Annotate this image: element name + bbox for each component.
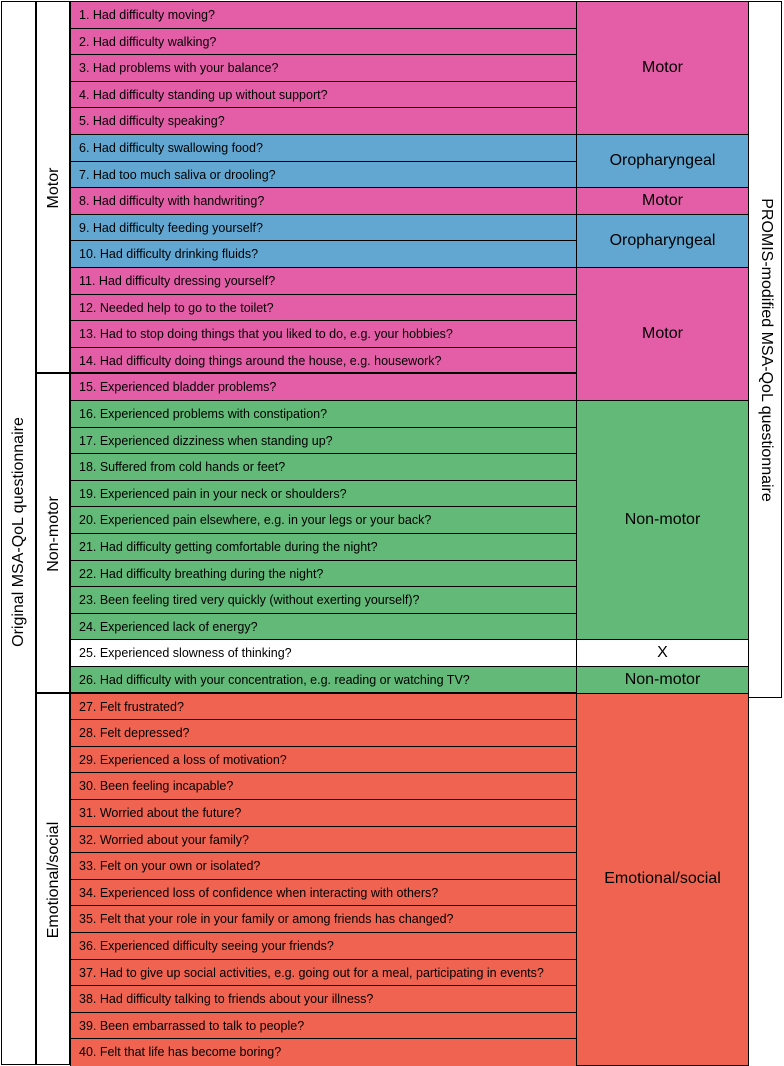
promis-group-label: Oropharyngeal — [609, 152, 716, 170]
question-text: 11. Had difficulty dressing yourself? — [79, 274, 276, 289]
question-row — [70, 985, 577, 1013]
original-questionnaire-bar — [1, 1, 36, 1065]
question-row — [70, 586, 577, 614]
promis-group — [576, 400, 749, 640]
original-domain-label: Motor — [45, 167, 62, 209]
question-row — [70, 453, 577, 481]
question-row — [70, 1038, 577, 1066]
question-row — [70, 560, 577, 588]
promis-group-label: Emotional/social — [604, 870, 721, 888]
question-row — [70, 719, 577, 747]
question-row — [70, 240, 577, 268]
promis-group — [576, 267, 749, 401]
question-text: 12. Needed help to go to the toilet? — [79, 300, 274, 315]
question-text: 29. Experienced a loss of motivation? — [79, 752, 287, 767]
promis-group-label: X — [657, 644, 668, 662]
question-text: 7. Had too much saliva or drooling? — [79, 167, 276, 182]
question-row — [70, 959, 577, 987]
question-text: 23. Been feeling tired very quickly (without exerting yourself)? — [79, 593, 420, 608]
question-text: 3. Had problems with your balance? — [79, 61, 279, 76]
question-row — [70, 320, 577, 348]
question-row — [70, 28, 577, 56]
question-text: 31. Worried about the future? — [79, 806, 242, 821]
promis-group — [576, 666, 749, 694]
question-row — [70, 879, 577, 907]
question-row — [70, 693, 577, 721]
original-questionnaire-label: Original MSA-QoL questionnaire — [10, 417, 27, 647]
question-row — [70, 480, 577, 508]
promis-group-label: Non-motor — [624, 511, 701, 529]
promis-questionnaire-bar — [748, 1, 782, 698]
question-row — [70, 533, 577, 561]
question-text: 25. Experienced slowness of thinking? — [79, 646, 292, 661]
question-row — [70, 294, 577, 322]
question-text: 15. Experienced bladder problems? — [79, 380, 277, 395]
question-row — [70, 161, 577, 189]
question-row — [70, 81, 577, 109]
question-text: 10. Had difficulty drinking fluids? — [79, 247, 259, 262]
question-text: 30. Been feeling incapable? — [79, 779, 234, 794]
question-text: 8. Had difficulty with handwriting? — [79, 194, 265, 209]
question-row — [70, 107, 577, 135]
question-text: 34. Experienced loss of confidence when interacting with others? — [79, 885, 439, 900]
question-row — [70, 772, 577, 800]
question-row — [70, 905, 577, 933]
question-text: 26. Had difficulty with your concentration, e.g. reading or watching TV? — [79, 673, 470, 688]
question-row — [70, 134, 577, 162]
question-row — [70, 826, 577, 854]
question-text: 16. Experienced problems with constipation? — [79, 407, 328, 422]
promis-group-label: Oropharyngeal — [609, 231, 716, 249]
question-text: 21. Had difficulty getting comfortable during the night? — [79, 540, 378, 555]
question-row — [70, 639, 577, 667]
promis-group-label: Non-motor — [624, 670, 701, 688]
question-text: 33. Felt on your own or isolated? — [79, 859, 261, 874]
question-list — [70, 0, 577, 1066]
question-text: 24. Experienced lack of energy? — [79, 619, 258, 634]
promis-group — [576, 134, 749, 188]
question-row — [70, 852, 577, 880]
question-row — [70, 1012, 577, 1040]
question-text: 27. Felt frustrated? — [79, 699, 184, 714]
question-text: 1. Had difficulty moving? — [79, 8, 215, 23]
promis-group — [576, 639, 749, 667]
question-text: 39. Been embarrassed to talk to people? — [79, 1018, 305, 1033]
question-text: 9. Had difficulty feeding yourself? — [79, 220, 263, 235]
question-text: 36. Experienced difficulty seeing your friends? — [79, 939, 334, 954]
question-text: 5. Had difficulty speaking? — [79, 114, 225, 129]
question-row — [70, 54, 577, 82]
question-row — [70, 373, 577, 401]
question-row — [70, 267, 577, 295]
original-domain-label: Emotional/social — [45, 821, 62, 939]
promis-group — [576, 187, 749, 215]
promis-group — [576, 214, 749, 268]
question-text: 37. Had to give up social activities, e.g. going out for a meal, participating in events? — [79, 965, 544, 980]
question-row — [70, 932, 577, 960]
question-text: 38. Had difficulty talking to friends about your illness? — [79, 992, 374, 1007]
question-text: 19. Experienced pain in your neck or shoulders? — [79, 486, 347, 501]
original-domain-label: Non-motor — [45, 496, 62, 572]
question-row — [70, 799, 577, 827]
question-text: 18. Suffered from cold hands or feet? — [79, 460, 286, 475]
domain-divider — [36, 692, 577, 694]
promis-group — [576, 693, 749, 1066]
question-row — [70, 187, 577, 215]
question-row — [70, 613, 577, 641]
question-text: 20. Experienced pain elsewhere, e.g. in your legs or your back? — [79, 513, 432, 528]
question-text: 13. Had to stop doing things that you liked to do, e.g. your hobbies? — [79, 327, 453, 342]
question-row — [70, 746, 577, 774]
question-text: 14. Had difficulty doing things around the house, e.g. housework? — [79, 353, 442, 368]
question-text: 2. Had difficulty walking? — [79, 34, 217, 49]
question-text: 4. Had difficulty standing up without support? — [79, 87, 328, 102]
question-row — [70, 400, 577, 428]
question-row — [70, 214, 577, 242]
promis-domain-column — [576, 0, 749, 1066]
domain-divider — [36, 372, 577, 374]
question-row — [70, 427, 577, 455]
question-row — [70, 666, 577, 694]
question-text: 28. Felt depressed? — [79, 726, 190, 741]
question-row — [70, 506, 577, 534]
question-text: 22. Had difficulty breathing during the night? — [79, 566, 324, 581]
question-text: 40. Felt that life has become boring? — [79, 1045, 282, 1060]
promis-group-label: Motor — [642, 59, 683, 76]
question-text: 6. Had difficulty swallowing food? — [79, 141, 263, 156]
question-row — [70, 1, 577, 29]
question-text: 35. Felt that your role in your family or among friends has changed? — [79, 912, 454, 927]
question-row — [70, 347, 577, 375]
promis-questionnaire-label: PROMIS-modified MSA-QoL questionnaire — [758, 198, 775, 502]
question-text: 17. Experienced dizziness when standing up? — [79, 433, 333, 448]
promis-group — [576, 1, 749, 135]
promis-group-label: Motor — [642, 325, 683, 342]
original-domain-column — [36, 1, 70, 1065]
promis-group-label: Motor — [642, 191, 683, 209]
question-text: 32. Worried about your family? — [79, 832, 249, 847]
